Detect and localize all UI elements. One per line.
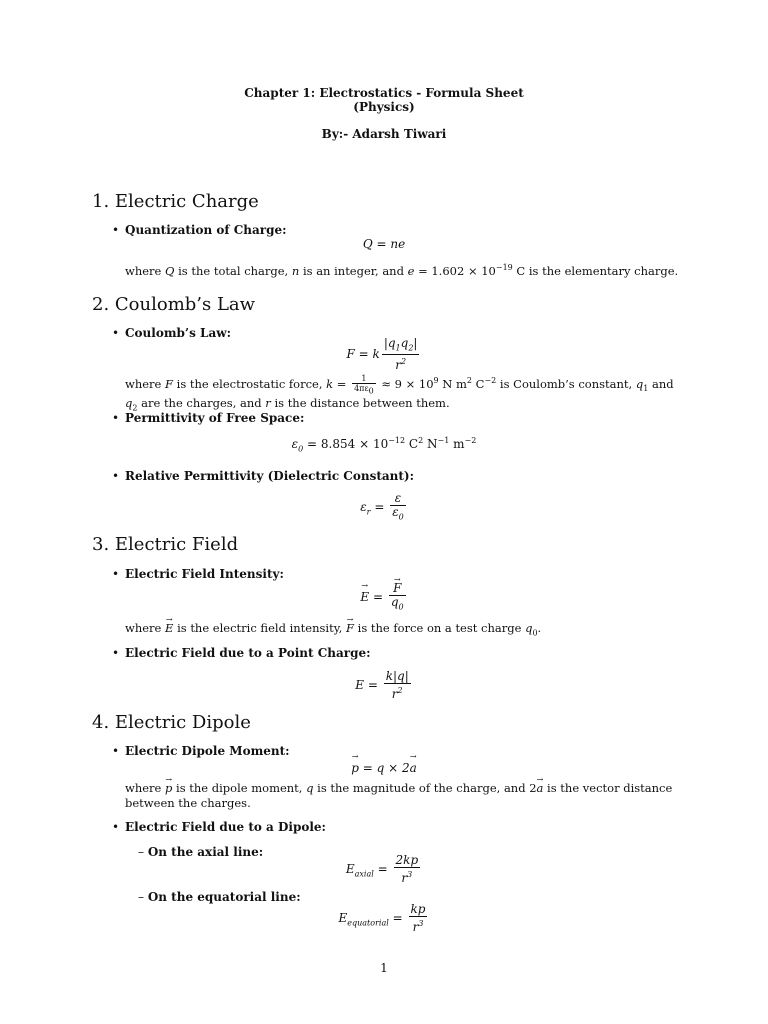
bullet-label: Permittivity of Free Space: <box>125 411 305 425</box>
bullet-relative-permittivity <box>112 469 414 483</box>
bullet-field-dipole <box>112 820 326 834</box>
description-quantization: where Q is the total charge, n is an integer, and $e = 1.602 \times 10^{-19}$ C is the elementary charge. <box>125 263 679 278</box>
section-heading-electric-charge: 1. Electric Charge <box>92 191 259 212</box>
subitem-equatorial-line: – On the equatorial line: <box>138 890 301 904</box>
bullet-label: Relative Permittivity (Dielectric Constant): <box>125 469 415 483</box>
bullet-icon: • <box>112 469 120 483</box>
page-number: 1 <box>380 961 388 975</box>
description-field-intensity: where → E is the electric field intensity, → F is the force on a test charge $q_0$. <box>125 621 680 640</box>
bullet-dipole-moment <box>112 744 290 758</box>
bullet-label: Electric Dipole Moment: <box>125 744 290 758</box>
subitem-axial-line: – On the axial line: <box>138 845 264 859</box>
bullet-icon: • <box>112 567 120 581</box>
bullet-label: Electric Field due to a Point Charge: <box>125 646 371 660</box>
equation-axial: $E_{axial}$ = $\frac{2kp}{r^3}$ <box>345 853 419 885</box>
document-title: Chapter 1: Electrostatics - Formula Sheet <box>244 86 524 100</box>
equation-quantization: Q = ne <box>362 237 406 251</box>
bullet-icon: • <box>112 411 120 425</box>
bullet-permittivity-free-space <box>112 411 304 425</box>
bullet-label: Electric Field due to a Dipole: <box>125 820 326 834</box>
bullet-label: Coulomb’s Law: <box>125 326 232 340</box>
bullet-label: Quantization of Charge: <box>125 223 287 237</box>
bullet-field-point-charge <box>112 646 371 660</box>
equation-field-intensity: → E = → $\frac{F}{q_0}$ <box>0 582 768 613</box>
bullet-icon: • <box>112 744 120 758</box>
bullet-electric-field-intensity <box>112 567 284 581</box>
bullet-icon: • <box>112 326 120 340</box>
description-dipole-moment: where → p is the dipole moment, q is the magnitude of the charge, and 2→ a is the vector distance between the charges. <box>125 781 680 811</box>
description-coulomb: where F is the electrostatic force, k = $\frac{1}{4\pi\varepsilon_0}$ ≈ $9 \times 10^9$ N $m^2$ $C^{-2}$ is Coulomb’s constant, $q_1$ and $q_2$ are the charges, and r is the distance between them. <box>125 374 674 413</box>
subitem-label: On the axial line: <box>147 845 264 859</box>
equation-field-point-charge: E = $\frac{k|q|}{r^2}$ <box>355 669 409 701</box>
bullet-icon: • <box>112 223 120 237</box>
bullet-quantization-of-charge <box>112 223 287 237</box>
equation-dipole-moment: → p = q × 2→ a <box>0 761 768 775</box>
bullet-icon: • <box>112 820 120 834</box>
equation-coulomb: F = k $\frac{|q_1q_2|}{r^2}$ <box>346 336 418 373</box>
equation-equatorial: $E_{equatorial}$ = $\frac{kp}{r^3}$ <box>338 902 426 934</box>
document-author: By:- Adarsh Tiwari <box>321 127 447 141</box>
equation-relative-permittivity: $\varepsilon_r$ = $\frac{\varepsilon}{\varepsilon_0}$ <box>360 491 404 522</box>
equation-permittivity: $\varepsilon_0 = 8.854 \times 10^{-12}$ $C^2$ $N^{-1}$ $m^{-2}$ <box>291 436 477 454</box>
document-subtitle: (Physics) <box>353 100 415 114</box>
subitem-label: On the equatorial line: <box>147 890 301 904</box>
section-heading-electric-dipole: 4. Electric Dipole <box>92 712 251 733</box>
bullet-label: Electric Field Intensity: <box>125 567 284 581</box>
section-heading-coulombs-law: 2. Coulomb’s Law <box>92 294 256 315</box>
bullet-icon: • <box>112 646 120 660</box>
section-heading-electric-field: 3. Electric Field <box>92 534 239 555</box>
